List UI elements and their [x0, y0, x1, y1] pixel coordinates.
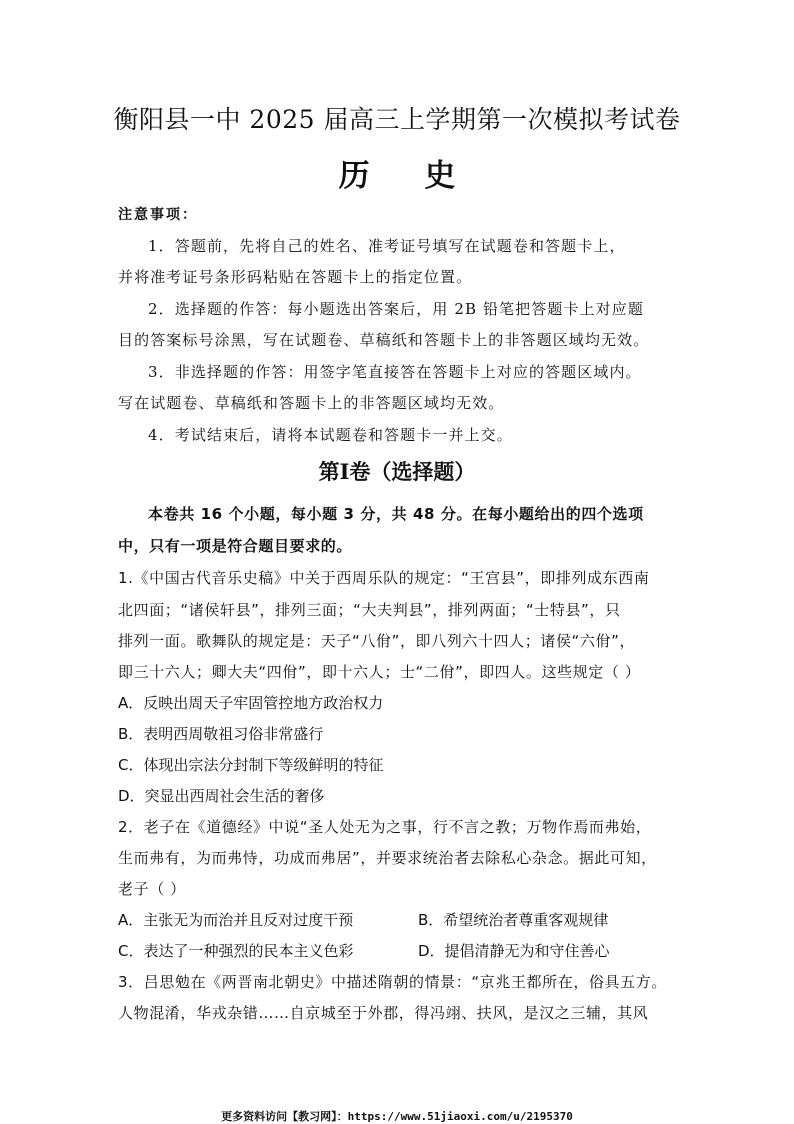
- footer-link[interactable]: 更多资料访问【教习网】：https://www.51jiaoxi.com/u/2195370: [221, 1110, 573, 1123]
- notice-line: 1．答题前，先将自己的姓名、准考证号填写在试题卷和答题卡上，: [148, 237, 626, 255]
- question-1-text: 排列一面。歌舞队的规定是：天子“八佾”，即八列六十四人；诸侯“六佾”，: [118, 632, 636, 650]
- question-1-text: 北四面；“诸侯轩县”，排列三面；“大夫判县”，排列两面；“士特县”，只: [118, 601, 621, 619]
- question-1-option-a: A．反映出周天子牢固管控地方政治权力: [118, 694, 384, 712]
- question-1-option-d: D．突显出西周社会生活的奢侈: [118, 787, 325, 805]
- question-1-text: 即三十六人；卿大夫“四佾”，即十六人；士“二佾”，即四人。这些规定（ ）: [118, 663, 641, 681]
- notice-line: 2．选择题的作答：每小题选出答案后，用 2B 铅笔把答题卡上对应题: [148, 300, 644, 318]
- notice-line: 3．非选择题的作答：用签字笔直接答在答题卡上对应的答题区域内。: [148, 363, 642, 381]
- question-2-text: 生而弗有，为而弗恃，功成而弗居”，并要求统治者去除私心杂念。据此可知，: [118, 849, 657, 867]
- question-3-text: 人物混淆，华戎杂错……自京城至于外郡，得冯翊、扶风，是汉之三辅，其风: [118, 1004, 649, 1022]
- question-2-option-a: A．主张无为而治并且反对过度干预: [118, 911, 354, 929]
- question-2-option-b: B．希望统治者尊重客观规律: [418, 911, 609, 929]
- section-instruction: 中，只有一项是符合题目要求的。: [118, 537, 353, 555]
- question-1-option-b: B．表明西周敬祖习俗非常盛行: [118, 725, 324, 743]
- exam-title: 衡阳县一中 2025 届高三上学期第一次模拟考试卷: [113, 105, 681, 134]
- section-title: 第Ⅰ卷（选择题）: [318, 459, 476, 484]
- question-1-text: 1.《中国古代音乐史稿》中关于西周乐队的规定：“王宫县”，即排列成东西南: [118, 569, 650, 587]
- question-2-text: 2．老子在《道德经》中说“圣人处无为之事，行不言之教；万物作焉而弗始，: [118, 818, 652, 836]
- notice-heading: 注意事项：: [118, 207, 198, 223]
- question-2-option-d: D．提倡清静无为和守住善心: [418, 942, 610, 960]
- section-instruction: 本卷共 16 个小题，每小题 3 分，共 48 分。在每小题给出的四个选项: [148, 505, 644, 523]
- question-2-option-c: C．表达了一种强烈的民本主义色彩: [118, 942, 354, 960]
- notice-line: 目的答案标号涂黑，写在试题卷、草稿纸和答题卡上的非答题区域均无效。: [118, 331, 650, 349]
- question-3-text: 3．吕思勉在《两晋南北朝史》中描述隋朝的情景：“京兆王都所在，俗具五方。: [118, 973, 667, 991]
- subject-title: 历 史: [338, 158, 478, 194]
- question-2-text: 老子（ ）: [118, 880, 186, 898]
- notice-line: 并将准考证号条形码粘贴在答题卡上的指定位置。: [118, 268, 473, 286]
- notice-line: 4．考试结束后，请将本试题卷和答题卡一并上交。: [148, 426, 513, 444]
- notice-line: 写在试题卷、草稿纸和答题卡上的非答题区域均无效。: [118, 394, 505, 412]
- question-1-option-c: C．体现出宗法分封制下等级鲜明的特征: [118, 756, 384, 774]
